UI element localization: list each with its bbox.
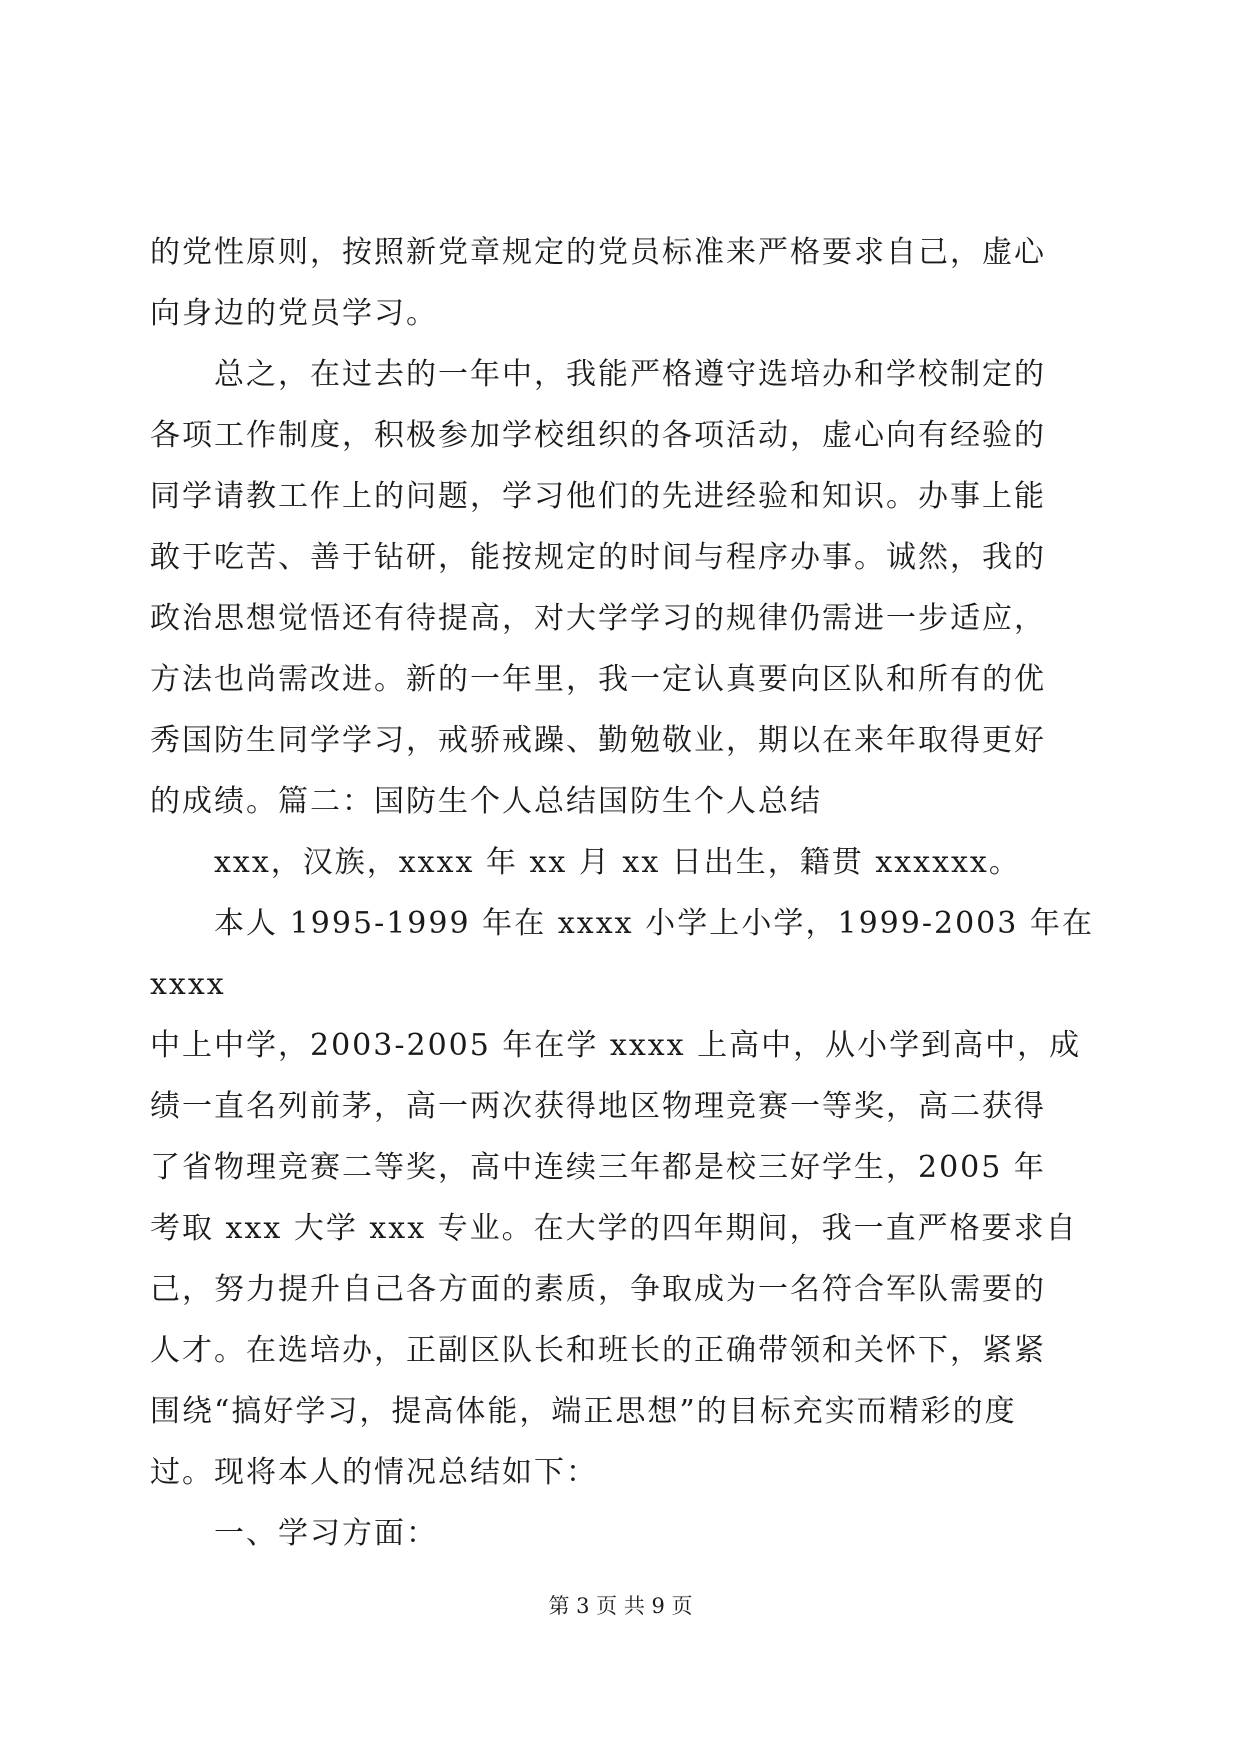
text-line: 本人 1995-1999 年在 xxxx 小学上小学，1999-2003 年在 xxxx: [150, 906, 1106, 1002]
page-footer: [0, 1591, 1241, 1621]
text-line: 绩一直名列前茅，高一两次获得地区物理竞赛一等奖，高二获得: [150, 1089, 1046, 1124]
text-line: 围绕“搞好学习，提高体能，端正思想”的目标充实而精彩的度: [150, 1394, 1017, 1429]
text-line: 己，努力提升自己各方面的素质，争取成为一名符合军队需要的: [150, 1272, 1046, 1307]
text-line: 同学请教工作上的问题，学习他们的先进经验和知识。办事上能: [150, 479, 1046, 514]
text-line: 方法也尚需改进。新的一年里，我一定认真要向区队和所有的优: [150, 662, 1046, 697]
text-line: 政治思想觉悟还有待提高，对大学学习的规律仍需进一步适应，: [150, 601, 1046, 636]
text-line: 各项工作制度，积极参加学校组织的各项活动，虚心向有经验的: [150, 418, 1046, 453]
paragraph-education: [150, 893, 1106, 1503]
text-line: 人才。在选培办，正副区队长和班长的正确带领和关怀下，紧紧: [150, 1333, 1046, 1368]
text-line: 了省物理竞赛二等奖，高中连续三年都是校三好学生，2005 年: [150, 1150, 1046, 1185]
text-line: 考取 xxx 大学 xxx 专业。在大学的四年期间，我一直严格要求自: [150, 1211, 1078, 1246]
text-line: 的成绩。篇二：国防生个人总结国防生个人总结: [150, 784, 822, 819]
page-number-label: 第 3 页 共 9 页: [548, 1594, 693, 1618]
text-line: 向身边的党员学习。: [150, 296, 438, 331]
text-line: 敢于吃苦、善于钻研，能按规定的时间与程序办事。诚然，我的: [150, 540, 1046, 575]
paragraph-summary: [150, 344, 1094, 832]
text-line: 的党性原则，按照新党章规定的党员标准来严格要求自己，虚心: [150, 235, 1046, 270]
paragraph-party-principle: [150, 222, 1094, 344]
text-line: xxx，汉族，xxxx 年 xx 月 xx 日出生，籍贯 xxxxxx。: [214, 845, 1021, 880]
text-line: 中上中学，2003-2005 年在学 xxxx 上高中，从小学到高中，成: [150, 1028, 1082, 1063]
text-line: 秀国防生同学学习，戒骄戒躁、勤勉敬业，期以在来年取得更好: [150, 723, 1046, 758]
paragraph-personal-info: [150, 832, 1094, 893]
text-line: 一、学习方面：: [214, 1516, 438, 1551]
section-heading-study: [150, 1503, 1094, 1564]
document-body: [150, 222, 1106, 1564]
text-line: 过。现将本人的情况总结如下：: [150, 1455, 598, 1490]
text-line: 总之，在过去的一年中，我能严格遵守选培办和学校制定的: [214, 357, 1046, 392]
